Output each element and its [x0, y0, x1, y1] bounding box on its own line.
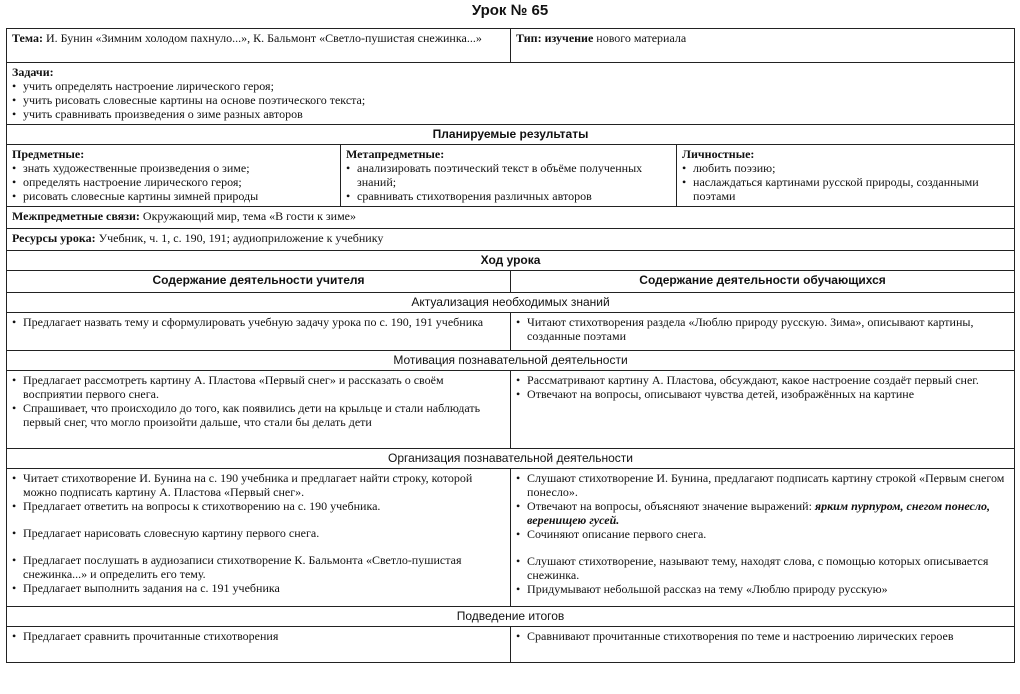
topic-cell — [7, 29, 511, 63]
type-bold: изучение — [544, 31, 594, 45]
lesson-plan-table — [6, 28, 1015, 663]
student-activity-item: • Отвечают на вопросы, описывают чувства детей, изображённых на картине — [516, 387, 1009, 401]
task-item: • учить рисовать словесные картины на основе поэтического текста; — [12, 93, 1009, 107]
student-activity-text: Отвечают на вопросы, объясняют значение выражений: — [527, 499, 812, 513]
type-cell — [511, 29, 1015, 63]
links-text: Окружающий мир, тема «В гости к зиме» — [142, 209, 357, 223]
student-activity-item: • Сравнивают прочитанные стихотворения по теме и настроению лирических героев — [516, 629, 1009, 643]
teacher-activity-item: • Предлагает выполнить задания на с. 191 учебника — [12, 581, 505, 595]
student-activity-item: • Слушают стихотворение, называют тему, находят слова, с помощью которых описывается снежинка. — [516, 554, 1009, 582]
results-heading: Планируемые результаты — [7, 125, 1015, 145]
meta-results-label: Метапредметные: — [346, 147, 445, 161]
student-activity-cell — [511, 313, 1015, 351]
personal-result-item: • наслаждаться картинами русской природы, созданными поэтами — [682, 175, 1009, 203]
resources-label: Ресурсы урока: — [12, 231, 96, 245]
teacher-activity-cell — [7, 627, 511, 663]
teacher-activity-cell — [7, 313, 511, 351]
student-activity-item: • Придумывают небольшой рассказ на тему «Люблю природу русскую» — [516, 582, 1009, 596]
personal-results-cell — [677, 145, 1015, 207]
subject-result-item: • рисовать словесные картины зимней природы — [12, 189, 335, 203]
teacher-activity-item: • Читает стихотворение И. Бунина на с. 190 учебника и предлагает найти строку, которой можно подписать картину А. Пластова «Первый снег». — [12, 471, 505, 499]
task-item: • учить сравнивать произведения о зиме разных авторов — [12, 107, 1009, 121]
teacher-activity-item: • Предлагает послушать в аудиозаписи стихотворение К. Бальмонта «Светло-пушистая снежинка...» и определить его тему. — [12, 553, 505, 581]
resources-text: Учебник, ч. 1, с. 190, 191; аудиоприложение к учебнику — [98, 231, 384, 245]
subject-results-label: Предметные: — [12, 147, 85, 161]
tasks-cell — [7, 63, 1015, 125]
subject-result-item: • определять настроение лирического героя; — [12, 175, 335, 189]
meta-result-item: • сравнивать стихотворения различных авторов — [346, 189, 671, 203]
student-activity-item: • Сочиняют описание первого снега. — [516, 527, 1009, 541]
course-heading: Ход урока — [7, 251, 1015, 271]
student-activity-item: • Рассматривают картину А. Пластова, обсуждают, какое настроение создаёт первый снег. — [516, 373, 1009, 387]
type-label: Тип: — [516, 31, 542, 45]
student-activity-item: • Читают стихотворения раздела «Люблю природу русскую. Зима», описывают картины, созданные поэтами — [516, 315, 1009, 343]
teacher-activity-item: • Спрашивает, что происходило до того, как появились дети на крыльце и стали наблюдать первый снег, что могло произойти дальше, что стали бы делать дети — [12, 401, 505, 429]
teacher-activity-item: • Предлагает ответить на вопросы к стихотворению на с. 190 учебника. — [12, 499, 505, 513]
teacher-activity-cell — [7, 469, 511, 607]
type-text: нового материала — [596, 31, 687, 45]
topic-text: И. Бунин «Зимним холодом пахнуло...», К. Бальмонт «Светло-пушистая снежинка...» — [45, 31, 482, 45]
stage-heading: Подведение итогов — [7, 607, 1015, 627]
subject-result-item: • знать художественные произведения о зиме; — [12, 161, 335, 175]
stage-heading: Мотивация познавательной деятельности — [7, 351, 1015, 371]
student-activity-cell — [511, 371, 1015, 449]
resources-cell — [7, 229, 1015, 251]
student-activity-item: • Слушают стихотворение И. Бунина, предлагают подписать картину строкой «Первым снегом понесло». — [516, 471, 1009, 499]
student-activity-cell — [511, 469, 1015, 607]
student-activity-item — [516, 499, 1009, 527]
teacher-column-header: Содержание деятельности учителя — [7, 271, 511, 293]
teacher-activity-item: • Предлагает назвать тему и сформулировать учебную задачу урока по с. 190, 191 учебника — [12, 315, 505, 329]
personal-results-label: Личностные: — [682, 147, 755, 161]
students-column-header: Содержание деятельности обучающихся — [511, 271, 1015, 293]
teacher-activity-cell — [7, 371, 511, 449]
expressions-italic: ярким пурпуром, снегом понесло, веренищею гусей. — [527, 499, 991, 527]
lesson-title: Урок № 65 — [471, 2, 549, 19]
meta-result-item: • анализировать поэтический текст в объёме полученных знаний; — [346, 161, 671, 189]
stage-heading: Организация познавательной деятельности — [7, 449, 1015, 469]
teacher-activity-item: • Предлагает нарисовать словесную картину первого снега. — [12, 526, 505, 540]
teacher-activity-item: • Предлагает сравнить прочитанные стихотворения — [12, 629, 505, 643]
topic-label: Тема: — [12, 31, 43, 45]
tasks-label: Задачи: — [12, 65, 54, 79]
meta-results-cell — [341, 145, 677, 207]
tasks-list — [12, 79, 1009, 121]
teacher-activity-item: • Предлагает рассмотреть картину А. Пластова «Первый снег» и рассказать о своём восприятии первого снега. — [12, 373, 505, 401]
personal-result-item: • любить поэзию; — [682, 161, 1009, 175]
links-label: Межпредметные связи: — [12, 209, 140, 223]
subject-results-cell — [7, 145, 341, 207]
interdisciplinary-links-cell — [7, 207, 1015, 229]
stage-heading: Актуализация необходимых знаний — [7, 293, 1015, 313]
student-activity-cell — [511, 627, 1015, 663]
task-item: • учить определять настроение лирического героя; — [12, 79, 1009, 93]
